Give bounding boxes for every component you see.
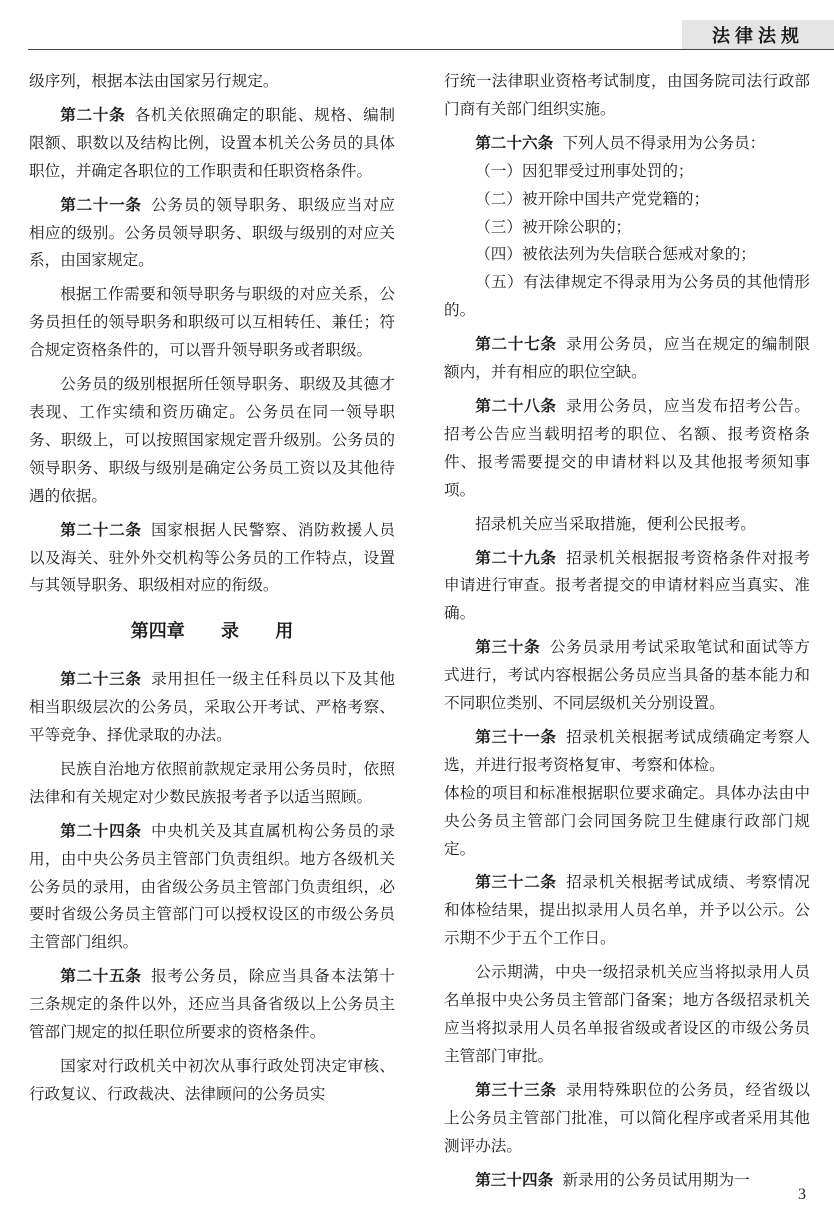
list-item: （三）被开除公职的； xyxy=(475,217,632,236)
article-text: 各机关依照确定的职能、规格、编制限额、职数以及结构比例，设置本机关公务员的具体职位，并确定各职位的工作职责和任职资格条件。 xyxy=(29,105,395,180)
article-29 xyxy=(444,545,810,629)
article-25 xyxy=(29,963,395,1047)
article-number: 第二十六条 xyxy=(475,133,554,152)
section-header-tab xyxy=(682,20,834,50)
paragraph: 招录机关应当采取措施，便利公民报考。 xyxy=(475,514,756,533)
article-number: 第三十三条 xyxy=(475,1080,557,1099)
article-32 xyxy=(444,869,810,953)
paragraph: 根据工作需要和领导职务与职级的对应关系，公务员担任的领导职务和职级可以互相转任、兼任；符合规定资格条件的，可以晋升领导职务或者职级。 xyxy=(29,285,395,360)
article-text: 国家根据人民警察、消防救援人员以及海关、驻外外交机构等公务员的工作特点，设置与其领导职务、职级相对应的衔级。 xyxy=(29,520,395,595)
article-text: 公务员录用考试采取笔试和面试等方式进行，考试内容根据公务员应当具备的基本能力和不同职位类别、不同层级机关分别设置。 xyxy=(444,638,810,713)
article-number: 第二十八条 xyxy=(475,396,557,415)
paragraph: 公务员的级别根据所任领导职务、职级及其德才表现、工作实绩和资历确定。公务员在同一领导职务、职级上，可以按照国家规定晋升级别。公务员的领导职务、职级与级别是确定公务员工资以及其他待遇的依据。 xyxy=(29,375,395,505)
article-26 xyxy=(444,130,810,158)
list-item: （二）被开除中国共产党党籍的； xyxy=(475,189,710,208)
article-21 xyxy=(29,192,395,276)
right-column xyxy=(444,68,810,1200)
article-text: 报考公务员，除应当具备本法第十三条规定的条件以外，还应当具备省级以上公务员主管部门规定的拟任职位所要求的资格条件。 xyxy=(29,967,395,1042)
article-number: 第二十一条 xyxy=(60,195,142,214)
article-number: 第三十二条 xyxy=(475,873,557,892)
article-24 xyxy=(29,818,395,958)
article-number: 第二十七条 xyxy=(475,335,557,354)
paragraph: 公示期满，中央一级招录机关应当将拟录用人员名单报中央公务员主管部门备案；地方各级招录机关应当将拟录用人员名单报省级或者设区的市级公务员主管部门审批。 xyxy=(444,963,810,1065)
article-22 xyxy=(29,517,395,601)
article-text: 录用公务员，应当在规定的编制限额内，并有相应的职位空缺。 xyxy=(444,335,810,382)
article-number: 第三十一条 xyxy=(475,727,557,746)
section-label: 法律法规 xyxy=(712,26,804,47)
article-text: 录用担任一级主任科员以下及其他相当职级层次的公务员，采取公开考试、严格考察、平等竞争、择优录取的办法。 xyxy=(29,670,395,745)
article-31 xyxy=(444,724,810,780)
article-text: 中央机关及其直属机构公务员的录用，由中央公务员主管部门负责组织。地方各级机关公务员的录用，由省级公务员主管部门负责组织，必要时省级公务员主管部门可以授权设区的市级公务员主管部门组织。 xyxy=(29,821,395,952)
article-text: 录用公务员，应当发布招考公告。招考公告应当载明招考的职位、名额、报考资格条件、报考需要提交的申请材料以及其他报考须知事项。 xyxy=(444,396,810,499)
article-20 xyxy=(29,102,395,186)
list-item: （一）因犯罪受过刑事处罚的； xyxy=(475,161,694,180)
article-text: 下列人员不得录用为公务员： xyxy=(562,133,766,152)
article-text: 录用特殊职位的公务员，经省级以上公务员主管部门批准，可以简化程序或者采用其他测评办法。 xyxy=(444,1080,810,1155)
paragraph: 国家对行政机关中初次从事行政处罚决定审核、行政复议、行政裁决、法律顾问的公务员实 xyxy=(29,1057,395,1103)
article-34 xyxy=(444,1167,810,1195)
list-item: （五）有法律规定不得录用为公务员的其他情形的。 xyxy=(444,273,810,320)
article-text: 新录用的公务员试用期为一 xyxy=(562,1170,750,1189)
article-28 xyxy=(444,393,810,505)
article-33 xyxy=(444,1077,810,1161)
paragraph: 民族自治地方依照前款规定录用公务员时，依照法律和有关规定对少数民族报考者予以适当照顾。 xyxy=(29,759,395,806)
article-27 xyxy=(444,331,810,387)
paragraph: 体检的项目和标准根据职位要求确定。具体办法由中央公务员主管部门会同国务院卫生健康行政部门规定。 xyxy=(444,783,810,858)
article-number: 第二十条 xyxy=(60,105,126,124)
article-number: 第二十四条 xyxy=(60,821,142,840)
left-column xyxy=(29,68,395,1115)
article-text: 公务员的领导职务、职级应当对应相应的级别。公务员领导职务、职级与级别的对应关系，由国家规定。 xyxy=(29,195,395,270)
article-number: 第二十九条 xyxy=(475,548,557,567)
article-number: 第三十条 xyxy=(475,638,541,657)
article-text: 招录机关根据报考资格条件对报考申请进行审查。报考者提交的申请材料应当真实、准确。 xyxy=(444,548,810,623)
paragraph: 行统一法律职业资格考试制度，由国务院司法行政部门商有关部门组织实施。 xyxy=(444,72,810,118)
page-number: 3 xyxy=(798,1186,806,1203)
paragraph: 级序列，根据本法由国家另行规定。 xyxy=(29,72,279,90)
article-23 xyxy=(29,666,395,750)
article-number: 第二十五条 xyxy=(60,967,142,986)
article-30 xyxy=(444,634,810,718)
article-number: 第三十四条 xyxy=(475,1170,554,1189)
header-rule xyxy=(28,49,834,50)
article-number: 第二十三条 xyxy=(60,670,142,689)
article-text: 招录机关根据考试成绩确定考察人选，并进行报考资格复审、考察和体检。 xyxy=(444,727,810,774)
list-item: （四）被依法列为失信联合惩戒对象的； xyxy=(475,245,756,264)
chapter-title: 第四章 录 用 xyxy=(130,621,294,643)
article-text: 招录机关根据考试成绩、考察情况和体检结果，提出拟录用人员名单，并予以公示。公示期不少于五个工作日。 xyxy=(444,873,810,948)
article-number: 第二十二条 xyxy=(60,520,142,539)
